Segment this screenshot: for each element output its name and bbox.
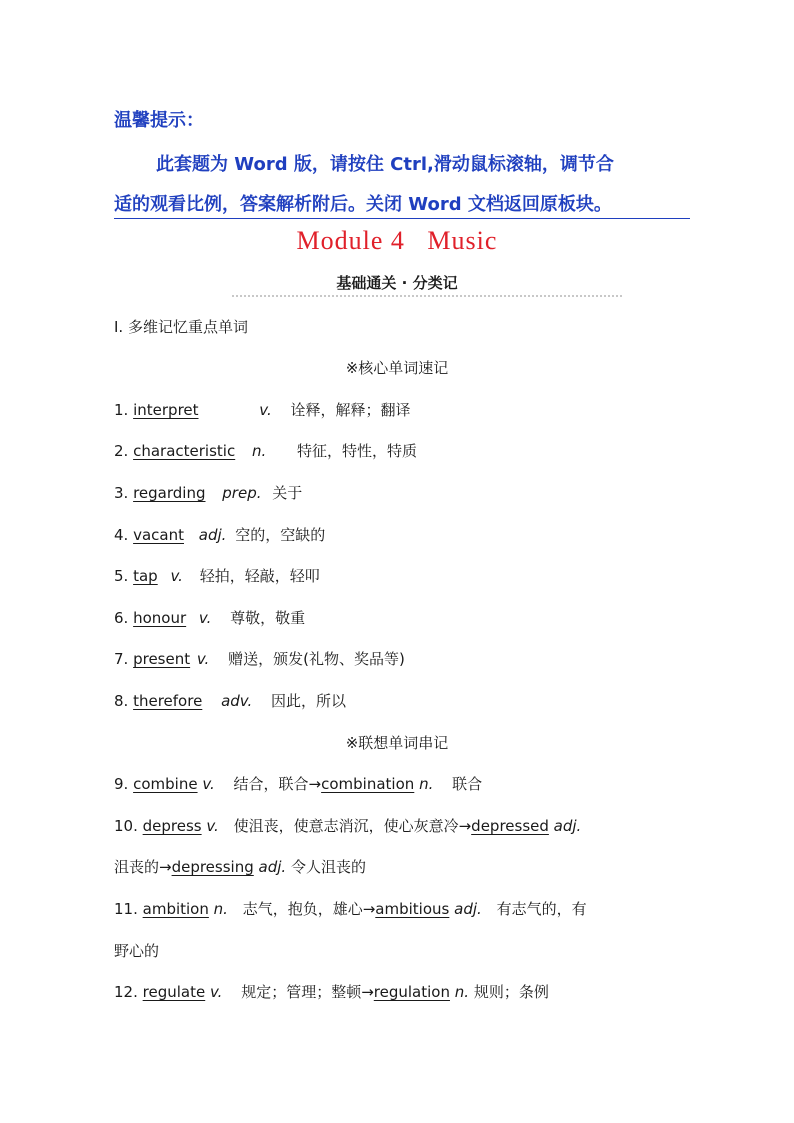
- entry-number: 9.: [114, 775, 129, 793]
- entry-pos: v.: [210, 983, 223, 1001]
- derived-word: depressed: [471, 817, 549, 835]
- entry-word: tap: [133, 567, 158, 585]
- vocab-entry-continued: [114, 856, 366, 877]
- derived-word: regulation: [373, 983, 450, 1001]
- vocab-entry: [114, 399, 411, 420]
- derived-meaning: 联合: [452, 775, 483, 793]
- entry-meaning: 空的，空缺的: [235, 526, 326, 544]
- entry-pos: prep.: [222, 484, 262, 502]
- vocab-entry-continued: [114, 940, 159, 961]
- entry-number: 5.: [114, 567, 129, 585]
- entry-meaning: 因此，所以: [271, 692, 347, 710]
- entry-word: interpret: [133, 401, 199, 419]
- entry-word: ambition: [142, 900, 209, 918]
- vocab-entry: [114, 981, 549, 1002]
- entry-number: 6.: [114, 609, 129, 627]
- entry-number: 12.: [114, 983, 138, 1001]
- derived-pos: adj.: [258, 858, 287, 876]
- entry-pos: n.: [213, 900, 228, 918]
- derived-pos: n.: [454, 983, 470, 1001]
- derived-pos: adj.: [553, 817, 582, 835]
- assoc-words-label: ※联想单词串记: [345, 734, 449, 752]
- entry-word: regulate: [142, 983, 206, 1001]
- entry-number: 8.: [114, 692, 129, 710]
- tip-title: 温馨提示：: [114, 110, 204, 131]
- tip-line-2: 适的观看比例，答案解析附后。关闭 Word 文档返回原板块。: [114, 190, 690, 219]
- entry-pos: adv.: [221, 692, 253, 710]
- derived-pos: adj.: [454, 900, 482, 918]
- vocab-entry: [114, 648, 405, 669]
- vocab-entry: [114, 773, 482, 794]
- entry-meaning: 尊敬，敬重: [230, 609, 306, 627]
- entry-word: present: [133, 650, 191, 668]
- section-subtitle: 基础通关 · 分类记: [336, 274, 458, 292]
- entry-meaning: 规定；管理；整顿→: [241, 983, 374, 1001]
- derived-word: ambitious: [375, 900, 450, 918]
- entry-meaning: 野心的: [114, 942, 160, 960]
- entry-word: therefore: [133, 692, 203, 710]
- dotted-divider: [232, 295, 622, 297]
- entry-meaning: 特征，特性，特质: [297, 442, 418, 460]
- entry-word: depress: [142, 817, 202, 835]
- section-heading: Ⅰ. 多维记忆重点单词: [114, 318, 248, 336]
- entry-number: 10.: [114, 817, 138, 835]
- derived-meaning: 令人沮丧的: [290, 858, 366, 876]
- entry-meaning: 志气，抱负，雄心→: [242, 900, 376, 918]
- entry-meaning: 沮丧的→: [114, 858, 172, 876]
- tip-line-1: 此套题为 Word 版，请按住 Ctrl,滑动鼠标滚轴，调节合: [156, 154, 614, 175]
- entry-number: 3.: [114, 484, 129, 502]
- entry-pos: adj.: [198, 526, 227, 544]
- derived-word: depressing: [171, 858, 254, 876]
- entry-number: 4.: [114, 526, 129, 544]
- entry-meaning: 诠释，解释；翻译: [290, 401, 411, 419]
- vocab-entry: [114, 440, 417, 461]
- entry-number: 2.: [114, 442, 129, 460]
- entry-meaning: 轻拍，轻敲，轻叩: [199, 567, 320, 585]
- vocab-entry: [114, 690, 346, 711]
- entry-pos: v.: [202, 775, 215, 793]
- entry-pos: v.: [259, 401, 272, 419]
- derived-meaning: 有志气的，有: [496, 900, 587, 918]
- entry-meaning: 关于: [272, 484, 303, 502]
- entry-word: characteristic: [133, 442, 236, 460]
- module-title: Module 4 Music: [296, 226, 498, 255]
- vocab-entry: [114, 898, 587, 919]
- core-words-label: ※核心单词速记: [345, 359, 449, 377]
- vocab-entry: [114, 815, 581, 836]
- derived-pos: n.: [419, 775, 434, 793]
- derived-meaning: 规则；条例: [473, 983, 549, 1001]
- entry-pos: v.: [206, 817, 219, 835]
- entry-pos: n.: [251, 442, 267, 460]
- entry-meaning: 赠送，颁发(礼物、奖品等): [228, 650, 405, 668]
- derived-word: combination: [321, 775, 415, 793]
- entry-number: 11.: [114, 900, 138, 918]
- entry-word: vacant: [133, 526, 184, 544]
- entry-word: regarding: [133, 484, 206, 502]
- vocab-entry: [114, 524, 325, 545]
- vocab-entry: [114, 482, 302, 503]
- vocab-entry: [114, 565, 320, 586]
- entry-meaning: 使沮丧，使意志消沉，使心灰意冷→: [233, 817, 472, 835]
- entry-word: honour: [133, 609, 187, 627]
- entry-number: 1.: [114, 401, 129, 419]
- entry-number: 7.: [114, 650, 129, 668]
- vocab-entry: [114, 607, 305, 628]
- entry-pos: v.: [170, 567, 183, 585]
- entry-meaning: 结合，联合→: [233, 775, 322, 793]
- entry-pos: v.: [198, 609, 212, 627]
- entry-word: combine: [133, 775, 198, 793]
- entry-pos: v.: [196, 650, 210, 668]
